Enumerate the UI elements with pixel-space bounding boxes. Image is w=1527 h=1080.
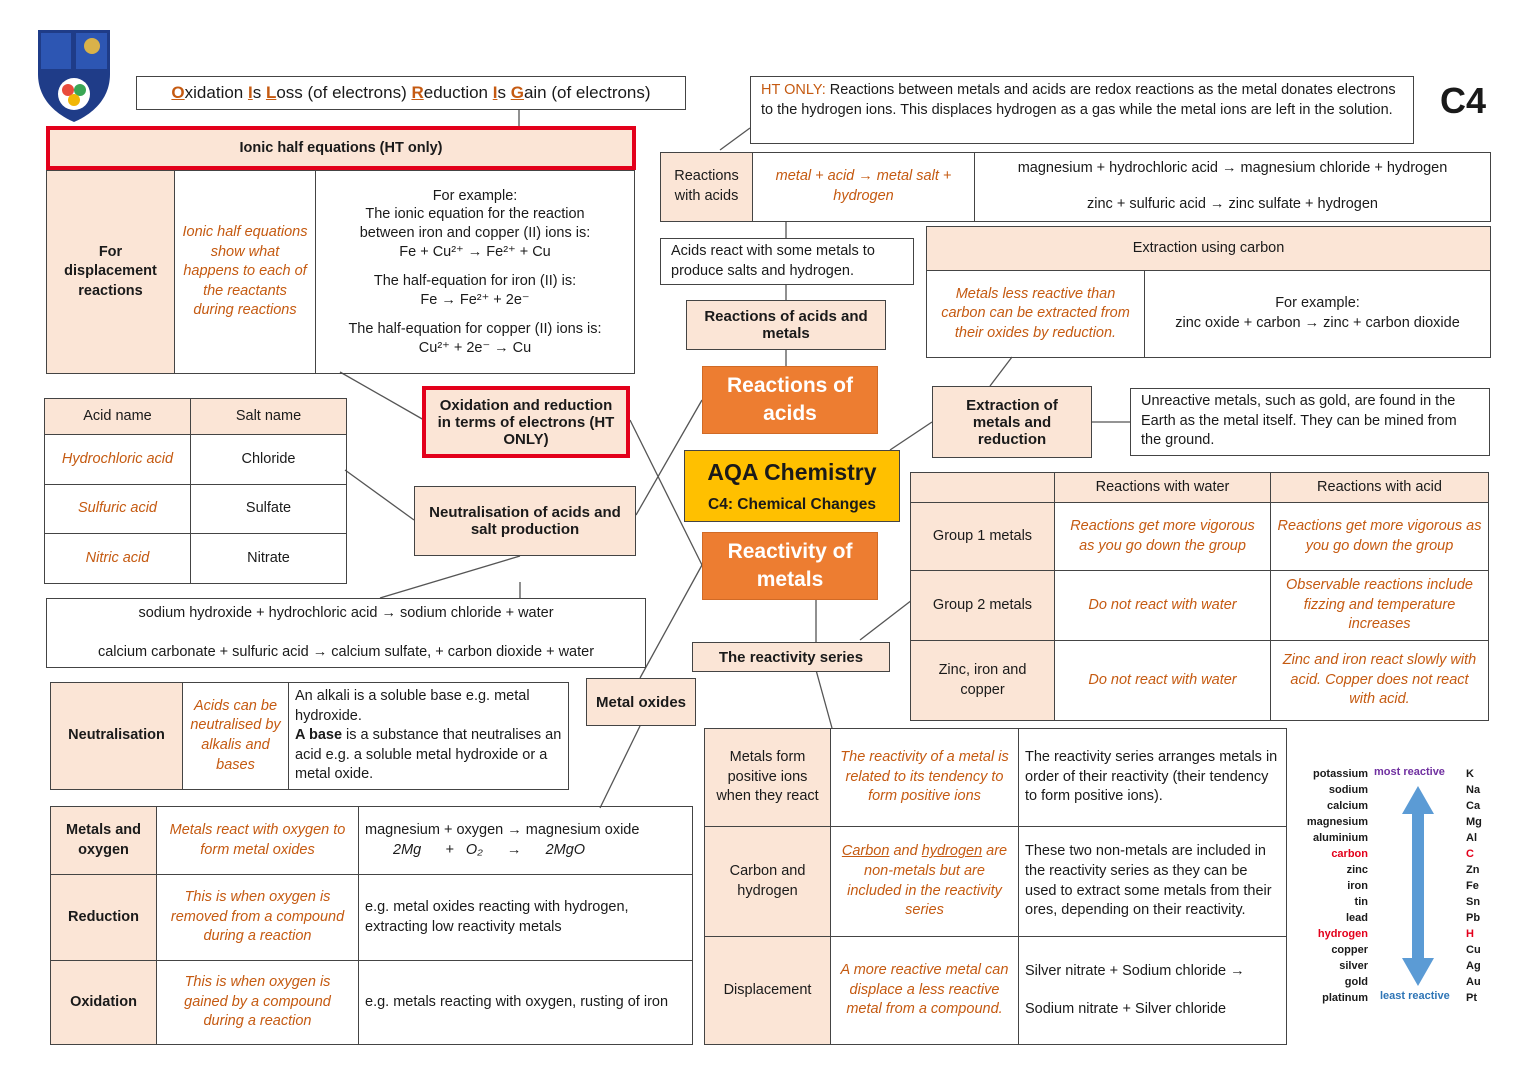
ionic-example-line: Fe → Fe²⁺ + 2e⁻ <box>420 291 530 308</box>
ionic-half-title: Ionic half equations (HT only) <box>46 126 636 170</box>
ht-acids-note: HT ONLY: Reactions between metals and acids are redox reactions as the metal donates electrons to the hydrogen ions. This displaces hydrogen as a gas while the metal ions are left in the solution. <box>750 76 1414 144</box>
acids-examples: magnesium + hydrochloric acid → magnesium chloride + hydrogen zinc + sulfuric acid → zinc sulfate + hydrogen <box>975 153 1491 222</box>
oilrig-word: oss (of electrons) <box>276 83 412 102</box>
oilrig-initial: I <box>492 83 498 102</box>
oxygen-row-example: magnesium + oxygen → magnesium oxide 2Mg + O₂ → 2MgO <box>359 807 693 875</box>
series-element-name: tin <box>1354 896 1368 908</box>
oilrig-word: s <box>252 83 266 102</box>
series-element-symbol: Zn <box>1466 864 1480 876</box>
oxygen-row-example: e.g. metal oxides reacting with hydrogen, extracting low reactivity metals <box>359 875 693 961</box>
neutralisation-desc: Acids can be neutralised by alkalis and bases <box>183 683 289 790</box>
ionic-half-table <box>46 170 635 374</box>
school-logo <box>36 28 112 124</box>
oxygen-table <box>50 806 693 1045</box>
neutralisation-table <box>50 682 569 790</box>
ionic-example-line: between iron and copper (II) ions is: <box>359 225 591 242</box>
series-row-label: Displacement <box>705 937 831 1045</box>
group-water: Reactions get more vigorous as you go down the group <box>1055 503 1271 571</box>
series-element-name: zinc <box>1346 864 1368 876</box>
series-row-label: Metals form positive ions when they react <box>705 729 831 827</box>
series-element-name: silver <box>1339 960 1368 972</box>
oxygen-row-label: Reduction <box>51 875 157 961</box>
oilrig-word: xidation <box>184 83 248 102</box>
series-element-symbol: Mg <box>1466 816 1482 828</box>
reactions-of-acids-box: Reactions of acids <box>702 366 878 434</box>
series-element-name: gold <box>1344 976 1368 988</box>
series-element-symbol: K <box>1466 768 1474 780</box>
ionic-example-line <box>322 310 628 320</box>
series-element-name: carbon <box>1331 848 1368 860</box>
group-label: Group 1 metals <box>911 503 1055 571</box>
most-reactive-label: most reactive <box>1374 766 1445 778</box>
reactivity-series-graphic <box>1296 764 1496 1014</box>
groups-header: Reactions with water <box>1055 473 1271 503</box>
acid-name: Nitric acid <box>45 534 191 584</box>
series-element-symbol: Sn <box>1466 896 1481 908</box>
ionic-example-line <box>322 262 628 272</box>
series-element-name: sodium <box>1328 784 1368 796</box>
acid-name: Hydrochloric acid <box>45 435 191 485</box>
ionic-example-line: The ionic equation for the reaction <box>365 206 585 223</box>
oilrig-initial: O <box>171 83 185 102</box>
oxygen-row-label: Oxidation <box>51 961 157 1045</box>
series-element-name: copper <box>1331 944 1368 956</box>
oxygen-row-example: e.g. metals reacting with oxygen, rusting of iron <box>359 961 693 1045</box>
series-row-info: Silver nitrate + Sodium chloride → Sodium nitrate + Silver chloride <box>1019 937 1287 1045</box>
acids-metals-box: Reactions of acids and metals <box>686 300 886 350</box>
series-element-symbol: Ca <box>1466 800 1481 812</box>
word-equation: calcium carbonate + sulfuric acid → calcium sulfate, + carbon dioxide + water <box>97 644 595 660</box>
ionic-example-line: Fe + Cu²⁺ → Fe²⁺ + Cu <box>399 244 551 261</box>
series-symbols <box>1466 766 1496 1006</box>
series-element-symbol: Fe <box>1466 880 1479 892</box>
alkali-base-definitions: An alkali is a soluble base e.g. metal hydroxide. A base is a substance that neutralises an acid e.g. a soluble metal hydroxide or a metal oxide. <box>289 683 569 790</box>
oilrig-word: ain (of electrons) <box>523 83 651 102</box>
reactivity-of-metals-box: Reactivity of metals <box>702 532 878 600</box>
ionic-left-label: For displacement reactions <box>47 171 175 374</box>
extraction-desc: Metals less reactive than carbon can be extracted from their oxides by reduction. <box>927 271 1145 358</box>
oxygen-row-label: Metals and oxygen <box>51 807 157 875</box>
series-row-label: Carbon and hydrogen <box>705 827 831 937</box>
group-acid: Observable reactions include fizzing and temperature increases <box>1271 571 1489 641</box>
least-reactive-label: least reactive <box>1380 990 1450 1002</box>
word-equation: sodium hydroxide + hydrochloric acid → sodium chloride + water <box>138 605 554 621</box>
salt-name: Chloride <box>191 435 347 485</box>
title-box <box>684 450 900 522</box>
series-element-symbol: C <box>1466 848 1474 860</box>
oilrig-word: eduction <box>423 83 493 102</box>
oilrig-word: s <box>497 83 511 102</box>
neutralisation-label: Neutralisation <box>51 683 183 790</box>
series-element-symbol: Na <box>1466 784 1481 796</box>
oilrig-initial: I <box>247 83 253 102</box>
page-code: C4 <box>1440 80 1487 121</box>
oxygen-row-desc: This is when oxygen is removed from a compound during a reaction <box>157 875 359 961</box>
group-label: Zinc, iron and copper <box>911 641 1055 721</box>
metal-oxides-box: Metal oxides <box>586 678 696 726</box>
oilrig-text <box>171 83 650 103</box>
ionic-example-line: The half-equation for copper (II) ions is: <box>348 320 602 337</box>
acids-reaction-table <box>660 152 1491 222</box>
acids-note: Acids react with some metals to produce salts and hydrogen. <box>660 238 914 285</box>
neutralisation-box: Neutralisation of acids and salt production <box>414 486 636 556</box>
series-row-desc: A more reactive metal can displace a less reactive metal from a compound. <box>831 937 1019 1045</box>
series-element-name: lead <box>1345 912 1368 924</box>
oilrig-initial: G <box>510 83 524 102</box>
series-element-symbol: Cu <box>1466 944 1481 956</box>
subtitle: C4: Chemical Changes <box>708 496 876 513</box>
series-table <box>704 728 1287 1045</box>
oxygen-row-desc: This is when oxygen is gained by a compound during a reaction <box>157 961 359 1045</box>
group-acid: Zinc and iron react slowly with acid. Copper does not react with acid. <box>1271 641 1489 721</box>
ionic-example-line: The half-equation for iron (II) is: <box>373 273 577 289</box>
salt-header: Salt name <box>191 399 347 435</box>
acids-label: Reactions with acids <box>661 153 753 222</box>
salt-name: Nitrate <box>191 534 347 584</box>
series-row-desc: The reactivity of a metal is related to its tendency to form positive ions <box>831 729 1019 827</box>
acid-name: Sulfuric acid <box>45 484 191 534</box>
groups-header: Reactions with acid <box>1271 473 1489 503</box>
double-arrow-icon <box>1400 786 1436 986</box>
series-element-symbol: Ag <box>1466 960 1481 972</box>
series-element-symbol: H <box>1466 928 1474 940</box>
series-element-name: magnesium <box>1306 816 1368 828</box>
group-acid: Reactions get more vigorous as you go down the group <box>1271 503 1489 571</box>
group-label: Group 2 metals <box>911 571 1055 641</box>
series-names <box>1296 766 1368 1006</box>
series-element-name: iron <box>1347 880 1368 892</box>
series-row-desc: Carbon and hydrogen are non-metals but are included in the reactivity series <box>831 827 1019 937</box>
series-element-name: hydrogen <box>1317 928 1368 940</box>
series-element-name: potassium <box>1312 768 1368 780</box>
acids-general-equation: metal + acid → metal salt + hydrogen <box>753 153 975 222</box>
word-equations-box <box>46 598 646 668</box>
oxygen-row-desc: Metals react with oxygen to form metal oxides <box>157 807 359 875</box>
extraction-title: Extraction using carbon <box>927 227 1491 271</box>
series-row-info: These two non-metals are included in the reactivity series as they can be used to extract some metals from their ores, depending on their reactivity. <box>1019 827 1287 937</box>
ionic-example-line: For example: <box>432 187 518 204</box>
title: AQA Chemistry <box>707 459 877 485</box>
oilrig-initial: R <box>411 83 424 102</box>
unreactive-note: Unreactive metals, such as gold, are found in the Earth as the metal itself. They can be mined from the ground. <box>1130 388 1490 456</box>
acid-salt-table <box>44 398 347 584</box>
oilrig-box <box>136 76 686 110</box>
ionic-example-line: Cu²⁺ + 2e⁻ → Cu <box>418 339 532 356</box>
series-element-name: platinum <box>1322 992 1368 1004</box>
extraction-table <box>926 226 1491 358</box>
series-element-symbol: Pb <box>1466 912 1481 924</box>
group-water: Do not react with water <box>1055 641 1271 721</box>
group-water: Do not react with water <box>1055 571 1271 641</box>
series-element-name: aluminium <box>1312 832 1368 844</box>
groups-corner <box>911 473 1055 503</box>
oilrig-initial: L <box>265 83 277 102</box>
salt-name: Sulfate <box>191 484 347 534</box>
ionic-middle-desc: Ionic half equations show what happens to each of the reactants during reactions <box>175 171 316 374</box>
redox-box: Oxidation and reduction in terms of electrons (HT ONLY) <box>422 386 630 458</box>
series-element-symbol: Al <box>1466 832 1477 844</box>
extraction-example: For example: zinc oxide + carbon → zinc + carbon dioxide <box>1145 271 1491 358</box>
extraction-box: Extraction of metals and reduction <box>932 386 1092 458</box>
series-element-name: calcium <box>1327 800 1368 812</box>
acid-header: Acid name <box>45 399 191 435</box>
series-element-symbol: Au <box>1466 976 1481 988</box>
series-element-symbol: Pt <box>1466 992 1477 1004</box>
reactivity-series-box: The reactivity series <box>692 642 890 672</box>
groups-table <box>910 472 1489 721</box>
ionic-examples <box>316 171 635 374</box>
series-row-info: The reactivity series arranges metals in order of their reactivity (their tendency to form positive ions). <box>1019 729 1287 827</box>
